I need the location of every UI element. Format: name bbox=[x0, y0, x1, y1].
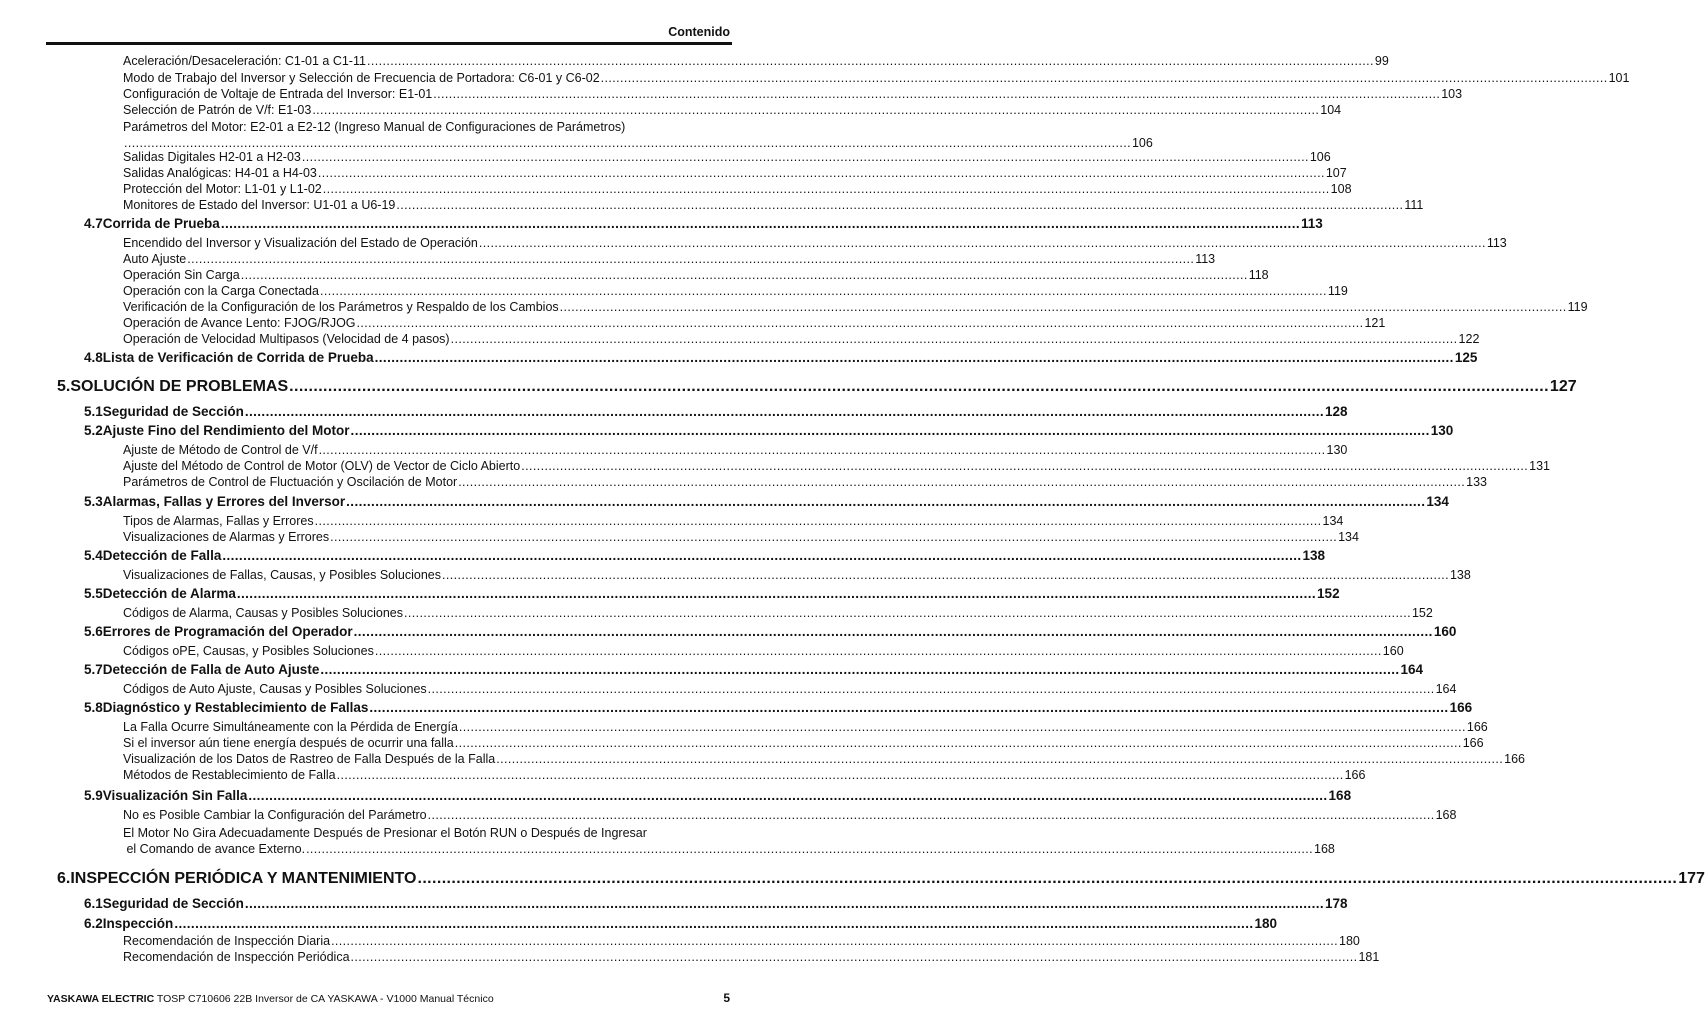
dot-leader: .................................................................................................................................................................................................................................................................... bbox=[236, 586, 1317, 601]
toc-label: La Falla Ocurre Simultáneamente con la Pérdida de Energía bbox=[123, 720, 458, 734]
header-title: Contenido bbox=[668, 25, 730, 39]
toc-entry[interactable] bbox=[123, 459, 1551, 473]
dot-leader: .................................................................................................................................................................................................................................................................... bbox=[396, 198, 1404, 212]
toc-page-number: 125 bbox=[1454, 350, 1478, 365]
toc-label: Códigos de Auto Ajuste, Causas y Posibles Soluciones bbox=[123, 682, 427, 696]
toc-label: Selección de Patrón de V/f: E1-03 bbox=[123, 103, 312, 117]
dot-leader: .................................................................................................................................................................................................................................................................... bbox=[442, 568, 1449, 582]
toc-page-number: 177 bbox=[1678, 870, 1705, 887]
toc-page-number: 166 bbox=[1504, 752, 1526, 766]
toc-label: Monitores de Estado del Inversor: U1-01 a U6-19 bbox=[123, 198, 396, 212]
toc-page-number: 138 bbox=[1449, 568, 1471, 582]
dot-leader: .................................................................................................................................................................................................................................................................... bbox=[458, 475, 1466, 489]
toc-page-number: 180 bbox=[1254, 916, 1278, 931]
toc-label-continuation: el Comando de avance Externo. bbox=[123, 842, 306, 856]
toc-page-number: 128 bbox=[1325, 404, 1348, 419]
toc-label: Detección de Falla de Auto Ajuste bbox=[102, 662, 320, 677]
dot-leader: .................................................................................................................................................................................................................................................................... bbox=[366, 54, 1374, 68]
toc-entry[interactable] bbox=[123, 568, 1471, 582]
dot-leader: .................................................................................................................................................................................................................................................................... bbox=[124, 136, 1131, 150]
toc-label: Verificación de la Configuración de los Parámetros y Respaldo de los Cambios bbox=[123, 300, 559, 314]
toc-section[interactable] bbox=[84, 916, 1278, 931]
toc-label: Recomendación de Inspección Diaria bbox=[123, 934, 331, 948]
dot-leader: .................................................................................................................................................................................................................................................................... bbox=[374, 350, 1454, 365]
dot-leader: .................................................................................................................................................................................................................................................................... bbox=[306, 842, 1314, 856]
toc-label: Ajuste Fino del Rendimiento del Motor bbox=[102, 423, 350, 438]
toc-label: Aceleración/Desaceleración: C1-01 a C1-11 bbox=[123, 54, 366, 68]
dot-leader: .................................................................................................................................................................................................................................................................... bbox=[454, 736, 1462, 750]
toc-number: 5.7 bbox=[84, 662, 103, 677]
toc-page-number: 134 bbox=[1338, 530, 1359, 544]
toc-label: Operación de Avance Lento: FJOG/RJOG bbox=[123, 316, 356, 330]
dot-leader: .................................................................................................................................................................................................................................................................... bbox=[356, 316, 1364, 330]
toc-label: Alarmas, Fallas y Errores del Inversor bbox=[102, 494, 346, 509]
dot-leader: .................................................................................................................................................................................................................................................................... bbox=[404, 606, 1411, 620]
toc-label: Visualizaciones de Fallas, Causas, y Posibles Soluciones bbox=[123, 568, 441, 582]
toc-label: Diagnóstico y Restablecimiento de Fallas bbox=[102, 700, 369, 715]
toc-page-number: 134 bbox=[1322, 514, 1344, 528]
toc-page-number: 108 bbox=[1330, 182, 1352, 196]
dot-leader: .................................................................................................................................................................................................................................................................... bbox=[496, 752, 1504, 766]
toc-section[interactable] bbox=[84, 404, 1348, 419]
toc-entry[interactable] bbox=[123, 284, 1348, 298]
dot-leader: .................................................................................................................................................................................................................................................................... bbox=[187, 252, 1195, 266]
footer-brand: YASKAWA ELECTRIC bbox=[47, 993, 155, 1005]
toc-entry[interactable] bbox=[123, 252, 1216, 266]
dot-leader: .................................................................................................................................................................................................................................................................... bbox=[450, 332, 1458, 346]
toc-label: Detección de Falla bbox=[102, 548, 222, 563]
toc-entry[interactable] bbox=[123, 514, 1344, 528]
dot-leader: .................................................................................................................................................................................................................................................................... bbox=[346, 494, 1426, 509]
toc-label: Operación de Velocidad Multipasos (Velocidad de 4 pasos) bbox=[123, 332, 450, 346]
toc-section[interactable] bbox=[84, 216, 1323, 231]
toc-number: 5.1 bbox=[84, 404, 103, 419]
dot-leader: .................................................................................................................................................................................................................................................................... bbox=[220, 216, 1301, 231]
dot-leader: .................................................................................................................................................................................................................................................................... bbox=[330, 530, 1338, 544]
toc-label: Tipos de Alarmas, Fallas y Errores bbox=[123, 514, 314, 528]
toc-label: Visualizaciones de Alarmas y Errores bbox=[123, 530, 330, 544]
dot-leader: .................................................................................................................................................................................................................................................................... bbox=[433, 87, 1441, 101]
toc-entry[interactable] bbox=[123, 934, 1360, 948]
toc-page-number: 111 bbox=[1404, 198, 1424, 212]
toc-entry[interactable] bbox=[123, 316, 1386, 330]
toc-label: Encendido del Inversor y Visualización del Estado de Operación bbox=[123, 236, 478, 250]
dot-leader: .................................................................................................................................................................................................................................................................... bbox=[319, 284, 1327, 298]
dot-leader: .................................................................................................................................................................................................................................................................... bbox=[240, 268, 1248, 282]
toc-entry[interactable] bbox=[123, 682, 1457, 696]
dot-leader: .................................................................................................................................................................................................................................................................... bbox=[289, 378, 1549, 395]
toc-page-number: 160 bbox=[1382, 644, 1404, 658]
toc-page-number: 122 bbox=[1458, 332, 1480, 346]
toc-entry[interactable] bbox=[123, 166, 1347, 180]
toc-page-number: 103 bbox=[1441, 87, 1463, 101]
toc-page-number: 104 bbox=[1320, 103, 1342, 117]
dot-leader: .................................................................................................................................................................................................................................................................... bbox=[369, 700, 1449, 715]
dot-leader: .................................................................................................................................................................................................................................................................... bbox=[322, 182, 1330, 196]
toc-label: Si el inversor aún tiene energía después de ocurrir una falla bbox=[123, 736, 454, 750]
toc-entry[interactable] bbox=[123, 475, 1487, 489]
dot-leader: .................................................................................................................................................................................................................................................................... bbox=[248, 788, 1328, 803]
toc-section[interactable] bbox=[84, 700, 1473, 715]
dot-leader: .................................................................................................................................................................................................................................................................... bbox=[314, 514, 1322, 528]
toc-page-number: 127 bbox=[1549, 378, 1577, 395]
toc-page-number: 160 bbox=[1433, 624, 1457, 639]
toc-page-number: 106 bbox=[1309, 150, 1331, 164]
toc-entry[interactable] bbox=[123, 236, 1507, 250]
toc-number: 6.1 bbox=[84, 896, 103, 911]
toc-page-number: 164 bbox=[1400, 662, 1424, 677]
toc-label: Visualización Sin Falla bbox=[102, 788, 248, 803]
dot-leader: .................................................................................................................................................................................................................................................................... bbox=[427, 682, 1435, 696]
dot-leader: .................................................................................................................................................................................................................................................................... bbox=[374, 644, 1382, 658]
toc-page-number: 113 bbox=[1301, 216, 1323, 231]
dot-leader: .................................................................................................................................................................................................................................................................... bbox=[600, 71, 1608, 85]
toc-label: SOLUCIÓN DE PROBLEMAS bbox=[70, 378, 289, 395]
dot-leader: .................................................................................................................................................................................................................................................................... bbox=[427, 808, 1435, 822]
toc-number: 4.7 bbox=[84, 216, 103, 231]
toc-section[interactable] bbox=[84, 896, 1348, 911]
dot-leader: .................................................................................................................................................................................................................................................................... bbox=[317, 166, 1325, 180]
toc-page-number: 113 bbox=[1195, 252, 1216, 266]
toc-section[interactable] bbox=[84, 586, 1340, 601]
toc-label: Inspección bbox=[102, 916, 174, 931]
toc-label: Seguridad de Sección bbox=[102, 404, 244, 419]
toc-entry[interactable] bbox=[123, 198, 1424, 212]
toc-entry[interactable] bbox=[123, 136, 1153, 150]
toc-section[interactable] bbox=[84, 788, 1352, 803]
toc-label: Configuración de Voltaje de Entrada del Inversor: E1-01 bbox=[123, 87, 433, 101]
toc-page-number: 101 bbox=[1608, 71, 1630, 85]
dot-leader: .................................................................................................................................................................................................................................................................... bbox=[458, 720, 1466, 734]
toc-label: Detección de Alarma bbox=[102, 586, 236, 601]
toc-page-number: 107 bbox=[1325, 166, 1347, 180]
toc-page-number: 166 bbox=[1344, 768, 1366, 782]
toc-label: Salidas Digitales H2-01 a H2-03 bbox=[123, 150, 301, 164]
toc-label: Operación con la Carga Conectada bbox=[123, 284, 319, 298]
toc-page-number: 164 bbox=[1435, 682, 1457, 696]
dot-leader: .................................................................................................................................................................................................................................................................... bbox=[318, 443, 1326, 457]
toc-section[interactable] bbox=[84, 624, 1457, 639]
toc-page-number: 134 bbox=[1426, 494, 1449, 509]
toc-chapter[interactable] bbox=[57, 378, 1577, 396]
toc-entry[interactable] bbox=[123, 644, 1404, 658]
dot-leader: .................................................................................................................................................................................................................................................................... bbox=[350, 423, 1430, 438]
toc-label: Ajuste de Método de Control de V/f bbox=[123, 443, 318, 457]
toc-entry[interactable] bbox=[123, 87, 1463, 101]
toc-label: Operación Sin Carga bbox=[123, 268, 240, 282]
toc-page-number: 152 bbox=[1411, 606, 1433, 620]
dot-leader: .................................................................................................................................................................................................................................................................... bbox=[350, 950, 1358, 964]
toc-page-number: 121 bbox=[1364, 316, 1386, 330]
toc-page-number: 152 bbox=[1317, 586, 1340, 601]
toc-page-number: 168 bbox=[1314, 842, 1335, 856]
toc-chapter[interactable] bbox=[57, 870, 1705, 888]
header-rule bbox=[46, 42, 732, 45]
toc-entry[interactable] bbox=[123, 150, 1331, 164]
toc-label: Métodos de Restablecimiento de Falla bbox=[123, 768, 336, 782]
toc-entry[interactable] bbox=[123, 950, 1380, 964]
toc-number: 5.4 bbox=[84, 548, 103, 563]
toc-number: 6.2 bbox=[84, 916, 103, 931]
toc-section[interactable] bbox=[84, 423, 1454, 438]
toc-entry[interactable] bbox=[123, 103, 1342, 117]
dot-leader: .................................................................................................................................................................................................................................................................... bbox=[244, 404, 1325, 419]
toc-page-number: 166 bbox=[1449, 700, 1473, 715]
toc-entry[interactable] bbox=[123, 268, 1269, 282]
toc-label: INSPECCIÓN PERIÓDICA Y MANTENIMIENTO bbox=[70, 870, 417, 887]
dot-leader: .................................................................................................................................................................................................................................................................... bbox=[331, 934, 1339, 948]
toc-label: Códigos de Alarma, Causas y Posibles Soluciones bbox=[123, 606, 404, 620]
toc-number: 6. bbox=[57, 870, 71, 887]
toc-entry[interactable] bbox=[123, 842, 1335, 856]
toc-entry[interactable] bbox=[123, 606, 1433, 620]
toc-number: 5.6 bbox=[84, 624, 103, 639]
toc-page-number: 180 bbox=[1339, 934, 1360, 948]
dot-leader: .................................................................................................................................................................................................................................................................... bbox=[174, 916, 1254, 931]
toc-entry[interactable] bbox=[123, 768, 1366, 782]
toc-number: 5.9 bbox=[84, 788, 103, 803]
toc-section[interactable] bbox=[84, 494, 1449, 509]
toc-entry[interactable] bbox=[123, 530, 1359, 544]
toc-page-number: 168 bbox=[1435, 808, 1457, 822]
toc-entry[interactable] bbox=[123, 808, 1457, 822]
toc-label: Seguridad de Sección bbox=[102, 896, 244, 911]
toc-entry[interactable] bbox=[123, 443, 1348, 457]
toc-label: Auto Ajuste bbox=[123, 252, 187, 266]
toc-entry[interactable] bbox=[123, 54, 1389, 68]
toc-page-number: 99 bbox=[1374, 54, 1389, 68]
toc-number: 5.5 bbox=[84, 586, 103, 601]
toc-entry[interactable] bbox=[123, 300, 1588, 314]
dot-leader: .................................................................................................................................................................................................................................................................... bbox=[417, 870, 1678, 887]
toc-page-number: 178 bbox=[1325, 896, 1348, 911]
footer-page-number: 5 bbox=[723, 991, 730, 1005]
toc-page-number: 133 bbox=[1466, 475, 1487, 489]
toc-page-number: 119 bbox=[1327, 284, 1348, 298]
dot-leader: .................................................................................................................................................................................................................................................................... bbox=[559, 300, 1567, 314]
dot-leader: .................................................................................................................................................................................................................................................................... bbox=[320, 662, 1400, 677]
dot-leader: .................................................................................................................................................................................................................................................................... bbox=[222, 548, 1302, 563]
dot-leader: .................................................................................................................................................................................................................................................................... bbox=[336, 768, 1344, 782]
toc-entry[interactable] bbox=[123, 182, 1352, 196]
toc-entry[interactable] bbox=[123, 332, 1480, 346]
toc-number: 5.3 bbox=[84, 494, 103, 509]
toc-number: 5.8 bbox=[84, 700, 103, 715]
toc-page-number: 181 bbox=[1358, 950, 1380, 964]
toc-number: 5. bbox=[57, 378, 71, 395]
footer bbox=[47, 993, 494, 1005]
toc-number: 4.8 bbox=[84, 350, 103, 365]
toc-label: No es Posible Cambiar la Configuración del Parámetro bbox=[123, 808, 427, 822]
toc-entry[interactable] bbox=[123, 752, 1526, 766]
toc-label: Parámetros de Control de Fluctuación y Oscilación de Motor bbox=[123, 475, 458, 489]
dot-leader: .................................................................................................................................................................................................................................................................... bbox=[312, 103, 1320, 117]
toc-section[interactable] bbox=[84, 350, 1478, 365]
dot-leader: .................................................................................................................................................................................................................................................................... bbox=[301, 150, 1309, 164]
toc-label: Parámetros del Motor: E2-01 a E2-12 (Ingreso Manual de Configuraciones de Parámetros) bbox=[123, 120, 626, 134]
toc-page-number: 118 bbox=[1248, 268, 1269, 282]
footer-text: TOSP C710606 22B Inversor de CA YASKAWA - V1000 Manual Técnico bbox=[154, 993, 494, 1005]
toc-page-number: 166 bbox=[1462, 736, 1484, 750]
toc-label: Errores de Programación del Operador bbox=[102, 624, 353, 639]
dot-leader: .................................................................................................................................................................................................................................................................... bbox=[244, 896, 1325, 911]
toc-page-number: 138 bbox=[1302, 548, 1326, 563]
toc-page-number: 168 bbox=[1328, 788, 1352, 803]
toc-section[interactable] bbox=[84, 662, 1424, 677]
toc-entry[interactable] bbox=[123, 736, 1484, 750]
toc-label: Visualización de los Datos de Rastreo de Falla Después de la Falla bbox=[123, 752, 496, 766]
toc-number: 5.2 bbox=[84, 423, 103, 438]
toc-label: Ajuste del Método de Control de Motor (OLV) de Vector de Ciclo Abierto bbox=[123, 459, 521, 473]
toc-label: El Motor No Gira Adecuadamente Después de Presionar el Botón RUN o Después de Ingresar bbox=[123, 826, 647, 840]
toc-label: Modo de Trabajo del Inversor y Selección de Frecuencia de Portadora: C6-01 y C6-02 bbox=[123, 71, 600, 85]
dot-leader: .................................................................................................................................................................................................................................................................... bbox=[521, 459, 1529, 473]
toc-entry[interactable] bbox=[123, 71, 1630, 85]
toc-page-number: 166 bbox=[1466, 720, 1488, 734]
toc-label: Salidas Analógicas: H4-01 a H4-03 bbox=[123, 166, 317, 180]
toc-label: Lista de Verificación de Corrida de Prueba bbox=[102, 350, 374, 365]
toc-label: Protección del Motor: L1-01 y L1-02 bbox=[123, 182, 322, 196]
toc-page-number: 131 bbox=[1529, 459, 1551, 473]
toc-label: Códigos oPE, Causas, y Posibles Soluciones bbox=[123, 644, 374, 658]
toc-page-number: 130 bbox=[1326, 443, 1348, 457]
toc-page-number: 130 bbox=[1430, 423, 1454, 438]
toc-page-number: 113 bbox=[1486, 236, 1507, 250]
dot-leader: .................................................................................................................................................................................................................................................................... bbox=[353, 624, 1433, 639]
toc-section[interactable] bbox=[84, 548, 1326, 563]
toc-page-number: 119 bbox=[1567, 300, 1588, 314]
toc-entry[interactable] bbox=[123, 720, 1488, 734]
toc-page-number: 106 bbox=[1131, 136, 1153, 150]
toc-label: Corrida de Prueba bbox=[102, 216, 220, 231]
toc-label: Recomendación de Inspección Periódica bbox=[123, 950, 350, 964]
dot-leader: .................................................................................................................................................................................................................................................................... bbox=[478, 236, 1486, 250]
